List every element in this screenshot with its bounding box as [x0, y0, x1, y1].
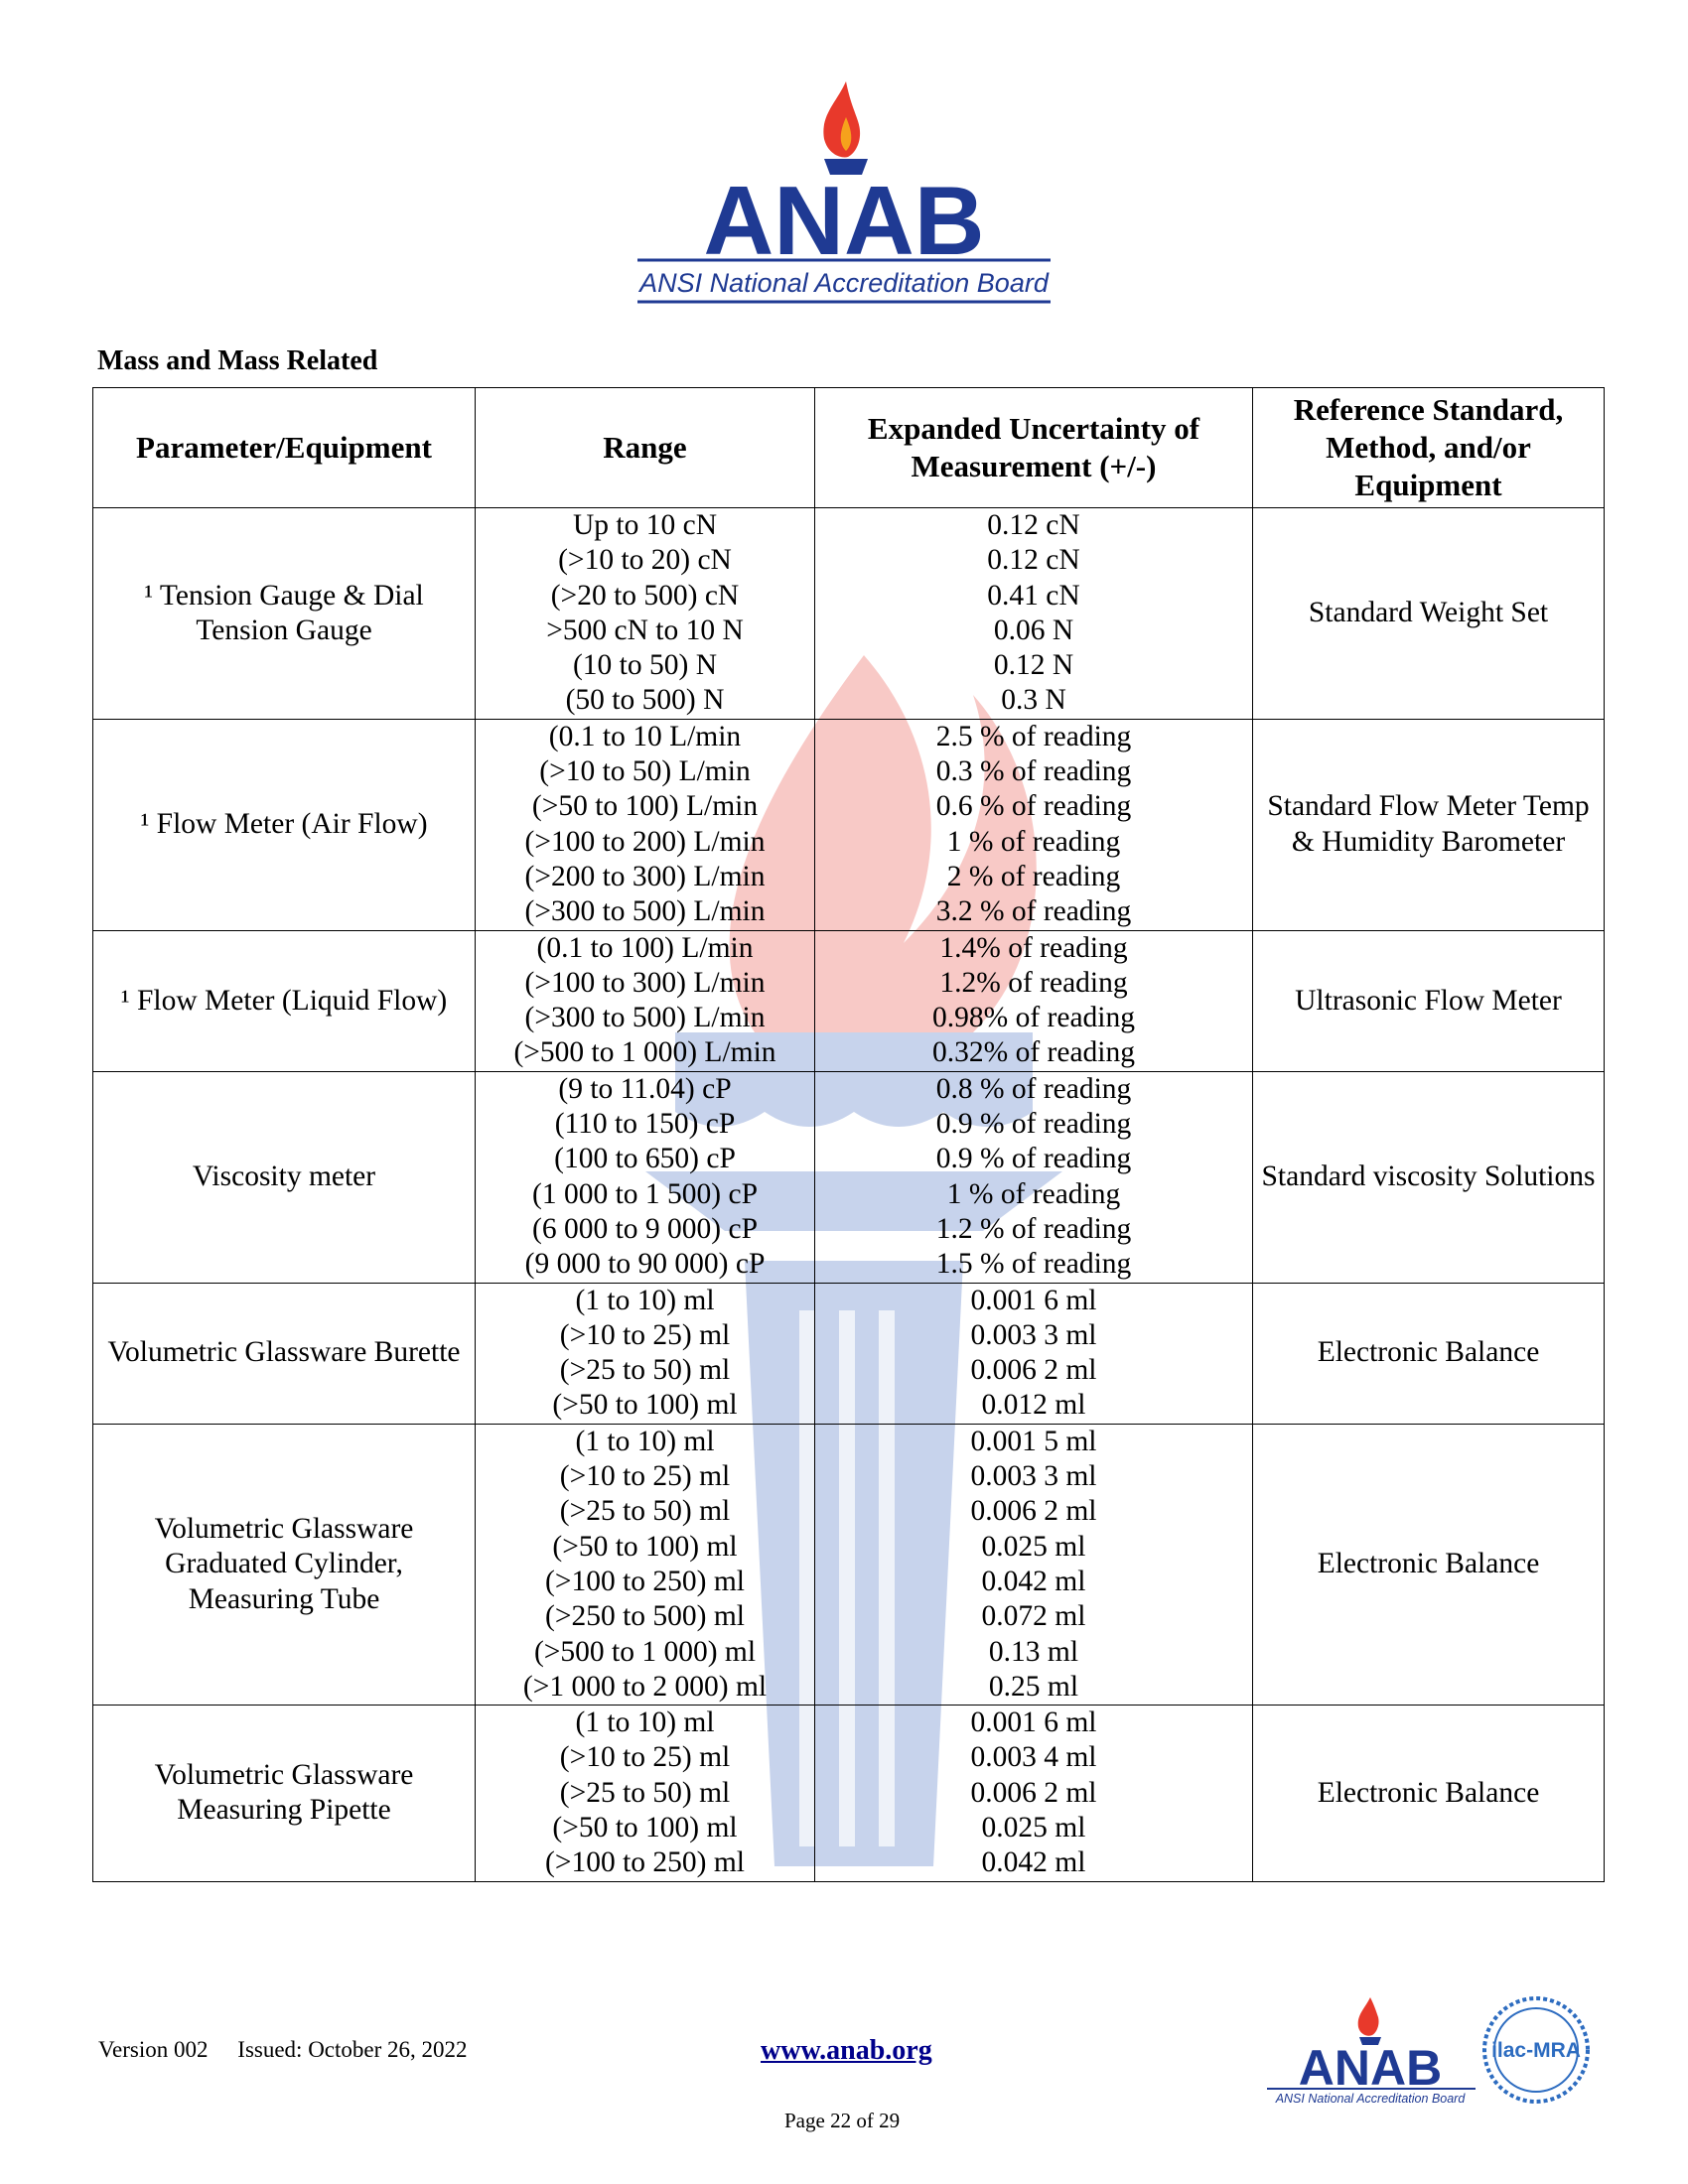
uncertainty-cell: [815, 1424, 1253, 1705]
parameter-cell: ¹ Tension Gauge & Dial Tension Gauge: [93, 508, 476, 720]
header-parameter: Parameter/Equipment: [93, 388, 476, 508]
uncertainty-value: 1.5 % of reading: [935, 1248, 1132, 1281]
range-value: (>50 to 100) ml: [552, 1530, 738, 1563]
uncertainty-value: 2.5 % of reading: [935, 720, 1132, 752]
uncertainty-cell: [815, 508, 1253, 720]
parameter-cell: ¹ Flow Meter (Air Flow): [93, 719, 476, 930]
uncertainty-value: 1.4% of reading: [939, 931, 1128, 964]
reference-cell: Ultrasonic Flow Meter: [1253, 930, 1605, 1071]
range-value: >500 cN to 10 N: [546, 614, 744, 646]
uncertainty-value: 0.9 % of reading: [935, 1108, 1132, 1141]
range-value: (100 to 650) cP: [554, 1143, 736, 1175]
range-value: (1 to 10) ml: [575, 1706, 715, 1739]
range-value: (>500 to 1 000) ml: [533, 1635, 757, 1668]
uncertainty-value: 0.12 N: [993, 649, 1074, 682]
accreditation-table: [92, 387, 1605, 1882]
uncertainty-value: 0.6 % of reading: [935, 790, 1132, 823]
range-cell: [476, 1071, 815, 1283]
range-value: (>10 to 50) L/min: [539, 755, 751, 788]
uncertainty-value: 0.98% of reading: [932, 1002, 1135, 1034]
uncertainty-value: 0.072 ml: [981, 1600, 1086, 1633]
range-value: (>25 to 50) ml: [559, 1495, 731, 1528]
reference-cell: Electronic Balance: [1253, 1283, 1605, 1424]
reference-cell: Electronic Balance: [1253, 1424, 1605, 1705]
table-row: [93, 1071, 1605, 1283]
range-cell: [476, 508, 815, 720]
range-value: (>50 to 100) ml: [552, 1389, 738, 1422]
range-cell: [476, 1283, 815, 1424]
uncertainty-value: 0.003 4 ml: [970, 1741, 1097, 1774]
uncertainty-value: 1.2% of reading: [939, 966, 1128, 999]
header-uncertainty: Expanded Uncertainty of Measurement (+/-): [815, 388, 1253, 508]
uncertainty-value: 1 % of reading: [946, 1177, 1121, 1210]
uncertainty-value: 0.13 ml: [988, 1635, 1079, 1668]
uncertainty-value: 0.25 ml: [988, 1670, 1079, 1703]
table-body: [93, 508, 1605, 1882]
parameter-cell: Volumetric Glassware Burette: [93, 1283, 476, 1424]
uncertainty-value: 0.003 3 ml: [970, 1318, 1097, 1351]
svg-text:ANAB: ANAB: [1298, 2040, 1443, 2096]
range-value: (0.1 to 10 L/min: [548, 720, 742, 752]
uncertainty-cell: [815, 1283, 1253, 1424]
uncertainty-value: 0.001 6 ml: [970, 1706, 1097, 1739]
uncertainty-cell: [815, 1706, 1253, 1881]
range-value: (>25 to 50) ml: [559, 1776, 731, 1809]
range-value: (>10 to 25) ml: [559, 1741, 731, 1774]
range-value: (>20 to 500) cN: [550, 579, 740, 612]
range-value: (110 to 150) cP: [554, 1108, 736, 1141]
range-value: (>50 to 100) ml: [552, 1811, 738, 1843]
uncertainty-value: 0.12 cN: [987, 509, 1080, 541]
range-cell: [476, 719, 815, 930]
range-value: (>500 to 1 000) L/min: [513, 1036, 776, 1069]
uncertainty-value: 1.2 % of reading: [935, 1212, 1132, 1245]
svg-text:ANAB: ANAB: [703, 166, 985, 275]
parameter-cell: Volumetric Glassware Measuring Pipette: [93, 1706, 476, 1881]
range-value: Up to 10 cN: [572, 509, 718, 541]
parameter-cell: ¹ Flow Meter (Liquid Flow): [93, 930, 476, 1071]
table-row: [93, 930, 1605, 1071]
svg-text:ANSI National Accreditation Bo: ANSI National Accreditation Board: [639, 268, 1049, 298]
issued-date: Issued: October 26, 2022: [237, 2037, 468, 2062]
version-text: Version 002: [98, 2037, 209, 2062]
uncertainty-cell: [815, 1071, 1253, 1283]
range-value: (>300 to 500) L/min: [524, 1002, 766, 1034]
anab-footer-logo: [1263, 1993, 1479, 2105]
table-row: [93, 1283, 1605, 1424]
parameter-cell: Viscosity meter: [93, 1071, 476, 1283]
uncertainty-value: 2 % of reading: [946, 860, 1121, 892]
reference-cell: Electronic Balance: [1253, 1706, 1605, 1881]
range-value: (>100 to 300) L/min: [524, 966, 766, 999]
table-row: [93, 1706, 1605, 1881]
uncertainty-value: 0.001 5 ml: [970, 1425, 1097, 1457]
anab-header-logo: [626, 77, 1062, 311]
range-value: (>200 to 300) L/min: [524, 860, 766, 892]
reference-cell: Standard Flow Meter Temp & Humidity Barometer: [1253, 719, 1605, 930]
range-value: (50 to 500) N: [565, 684, 725, 717]
range-value: (>25 to 50) ml: [559, 1354, 731, 1387]
range-value: (10 to 50) N: [572, 649, 718, 682]
section-title: Mass and Mass Related: [97, 345, 378, 376]
range-value: (>100 to 250) ml: [545, 1565, 745, 1597]
svg-text:ANSI National Accreditation Bo: ANSI National Accreditation Board: [1275, 2092, 1466, 2105]
range-value: (9 000 to 90 000) cP: [524, 1248, 766, 1281]
range-value: (>300 to 500) L/min: [524, 895, 766, 928]
range-cell: [476, 1706, 815, 1881]
range-value: (>1 000 to 2 000) ml: [522, 1670, 768, 1703]
page-number: Page 22 of 29: [784, 2109, 901, 2132]
uncertainty-cell: [815, 930, 1253, 1071]
svg-text:ilac-MRA: ilac-MRA: [1491, 2039, 1581, 2062]
range-value: (1 000 to 1 500) cP: [532, 1177, 758, 1210]
parameter-cell: Volumetric Glassware Graduated Cylinder, Measuring Tube: [93, 1424, 476, 1705]
table-row: [93, 508, 1605, 720]
uncertainty-value: 0.41 cN: [987, 579, 1080, 612]
uncertainty-value: 0.025 ml: [981, 1530, 1086, 1563]
table-row: [93, 719, 1605, 930]
uncertainty-value: 0.006 2 ml: [970, 1776, 1097, 1809]
uncertainty-value: 0.32% of reading: [932, 1036, 1135, 1069]
footer-version-info: [98, 2037, 492, 2063]
uncertainty-value: 0.9 % of reading: [935, 1143, 1132, 1175]
reference-cell: Standard viscosity Solutions: [1253, 1071, 1605, 1283]
uncertainty-value: 0.006 2 ml: [970, 1495, 1097, 1528]
range-cell: [476, 1424, 815, 1705]
uncertainty-cell: [815, 719, 1253, 930]
uncertainty-value: 0.012 ml: [981, 1389, 1086, 1422]
range-value: (9 to 11.04) cP: [558, 1072, 732, 1105]
uncertainty-value: 0.042 ml: [981, 1846, 1086, 1879]
uncertainty-value: 0.8 % of reading: [935, 1072, 1132, 1105]
header-range: Range: [476, 388, 815, 508]
range-value: (>100 to 250) ml: [545, 1846, 745, 1879]
range-value: (>50 to 100) L/min: [531, 790, 759, 823]
uncertainty-value: 3.2 % of reading: [935, 895, 1132, 928]
range-value: (1 to 10) ml: [575, 1284, 715, 1316]
range-value: (>10 to 25) ml: [559, 1460, 731, 1493]
footer-website-link[interactable]: www.anab.org: [761, 2035, 932, 2066]
range-value: (>10 to 25) ml: [559, 1318, 731, 1351]
ilac-mra-logo: [1479, 1993, 1593, 2107]
range-cell: [476, 930, 815, 1071]
table-row: [93, 1424, 1605, 1705]
range-value: (>250 to 500) ml: [545, 1600, 745, 1633]
range-value: (6 000 to 9 000) cP: [532, 1212, 758, 1245]
reference-cell: Standard Weight Set: [1253, 508, 1605, 720]
header-reference: Reference Standard, Method, and/or Equipment: [1253, 388, 1605, 508]
uncertainty-value: 0.12 cN: [987, 544, 1080, 577]
range-value: (>10 to 20) cN: [558, 544, 732, 577]
uncertainty-value: 0.042 ml: [981, 1565, 1086, 1597]
range-value: (1 to 10) ml: [575, 1425, 715, 1457]
table-header-row: [93, 388, 1605, 508]
uncertainty-value: 0.003 3 ml: [970, 1460, 1097, 1493]
uncertainty-value: 0.006 2 ml: [970, 1354, 1097, 1387]
uncertainty-value: 0.001 6 ml: [970, 1284, 1097, 1316]
uncertainty-value: 0.3 % of reading: [935, 755, 1132, 788]
uncertainty-value: 0.06 N: [993, 614, 1074, 646]
uncertainty-value: 0.3 N: [1001, 684, 1066, 717]
range-value: (0.1 to 100) L/min: [536, 931, 754, 964]
range-value: (>100 to 200) L/min: [524, 825, 766, 858]
uncertainty-value: 1 % of reading: [946, 825, 1121, 858]
uncertainty-value: 0.025 ml: [981, 1811, 1086, 1843]
